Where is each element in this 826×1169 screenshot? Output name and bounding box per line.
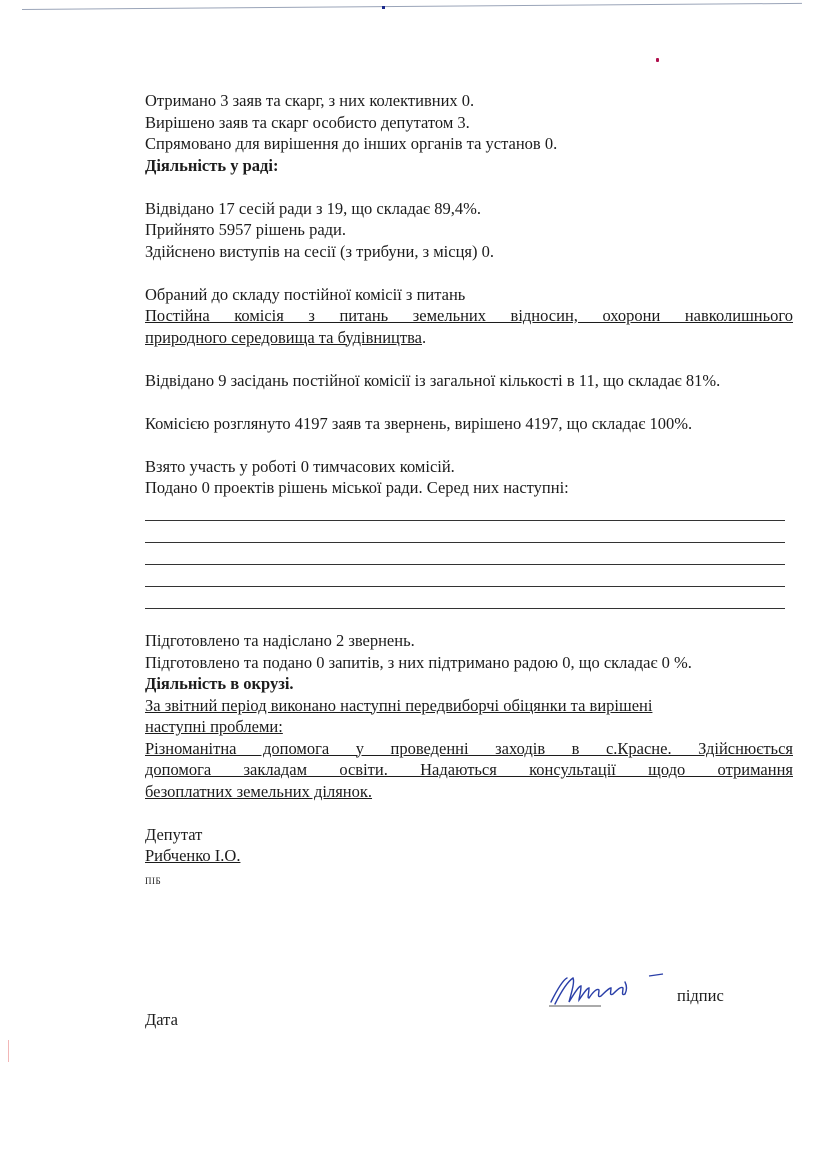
scan-speck [656,58,659,62]
committee-meetings-line: Відвідано 9 засідань постійної комісії із загальної кількості в 11, що складає 81%. [145,370,721,390]
district-activity-heading: Діяльність в окрузі. [145,674,294,693]
scan-margin-mark [8,1040,9,1062]
committee-appeals-line: Комісією розглянуто 4197 заяв та звернень, вирішено 4197, що складає 100%. [145,413,693,433]
committee-name-text: природного середовища та будівництва [145,327,422,347]
committee-name-line-2 [145,327,793,349]
promises-body-line-1: Різноманітна допомога у проведенні заходів в с.Красне. Здійснюється [145,738,793,758]
scan-speck [382,6,385,9]
temp-committees-line: Взято участь у роботі 0 тимчасових комісій. [145,456,455,476]
blank-fill-line [145,543,785,565]
speeches-line: Здійснено виступів на сесії (з трибуни, з місця) 0. [145,241,494,261]
resolved-complaints-line: Вирішено заяв та скарг особисто депутатом 3. [145,112,470,132]
report-page [145,90,793,892]
committee-name-line-1: Постійна комісія з питань земельних відносин, охорони навколишнього [145,306,793,325]
draft-decisions-line: Подано 0 проектів рішень міської ради. Серед них наступні: [145,478,569,497]
blank-fill-line [145,565,785,587]
blank-fill-line [145,499,785,521]
requests-line: Підготовлено та подано 0 запитів, з них підтримано радою 0, що складає 0 %. [145,652,692,672]
promises-line-1: За звітний період виконано наступні передвиборчі обіцянки та вирішені [145,695,653,715]
sessions-attended-line: Відвідано 17 сесій ради з 19, що складає 89,4%. [145,198,481,218]
forwarded-complaints-line: Спрямовано для вирішення до інших органів та установ 0. [145,134,558,153]
handwritten-signature-icon [545,972,665,1012]
council-activity-heading: Діяльність у раді: [145,155,279,175]
deputy-name: Рибченко І.О. [145,846,241,865]
promises-body-line-2: допомога закладам освіти. Надаються консультації щодо отримання [145,760,793,779]
signature-caption: підпис [677,986,724,1005]
appeals-sent-line: Підготовлено та надіслано 2 звернень. [145,631,415,650]
promises-body-line-3: безоплатних земельних ділянок. [145,781,373,801]
blank-fill-line [145,587,785,609]
name-caption: ПІБ [145,875,162,886]
received-complaints-line: Отримано 3 заяв та скарг, з них колективних 0. [145,91,475,110]
signature-block [545,972,745,1012]
scan-top-edge-line [22,3,802,10]
committee-name-period: . [421,327,427,347]
blank-fill-line [145,521,785,543]
decisions-adopted-line: Прийнято 5957 рішень ради. [145,220,347,239]
committee-elected-line: Обраний до складу постійної комісії з питань [145,284,466,304]
date-label: Дата [145,1010,178,1029]
promises-line-2: наступні проблеми: [145,717,283,736]
deputy-role-label: Депутат [145,824,203,844]
